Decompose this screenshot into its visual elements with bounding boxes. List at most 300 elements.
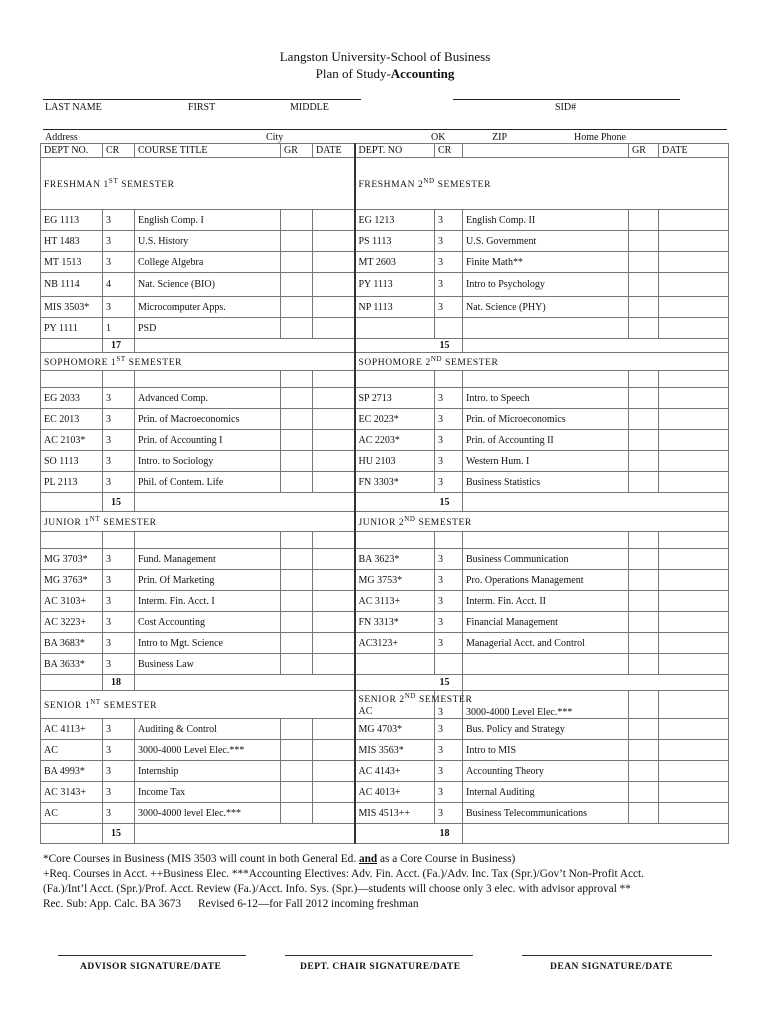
date-cell[interactable] <box>659 761 729 782</box>
total-spacer <box>41 675 103 691</box>
address-label: Address <box>45 132 78 143</box>
course-title: Fund. Management <box>135 549 281 570</box>
total-row <box>41 339 729 353</box>
credit-hours: 3 <box>103 472 135 493</box>
course-title: Interm. Fin. Acct. I <box>135 591 281 612</box>
course-title: Prin. of Accounting I <box>135 430 281 451</box>
credit-hours: 3 <box>435 591 463 612</box>
grade-cell[interactable] <box>281 740 313 761</box>
course-title: Accounting Theory <box>463 761 629 782</box>
credit-hours: 3 <box>103 549 135 570</box>
freshman-left-semester-label-suffix: SEMESTER <box>118 180 175 191</box>
sophomore-right-semester-label-text: SOPHOMORE 2 <box>358 358 431 369</box>
course-title: Income Tax <box>135 782 281 803</box>
form-title-line1: Langston University-School of Business <box>279 49 491 64</box>
freshman-right-semester-label-suffix: SEMESTER <box>434 180 492 191</box>
course-row <box>41 803 729 824</box>
credit-hours: 3 <box>103 451 135 472</box>
grade-cell[interactable] <box>629 612 659 633</box>
grade-cell[interactable] <box>281 591 313 612</box>
course-title: Prin. of Macroeconomics <box>135 409 281 430</box>
course-row <box>41 318 729 339</box>
note-line-3: (Fa.)/Int’l Acct. (Spr.)/Prof. Acct. Review (Fa.)/Acct. Info. Sys. (Spr.)—students will choose only 3 elec. with advisor approval ** <box>43 883 631 895</box>
freshman-right-semester-label-text: FRESHMAN 2 <box>358 180 424 191</box>
grade-cell[interactable] <box>281 472 313 493</box>
dept-no: PS 1113 <box>355 231 435 252</box>
course-row <box>41 472 729 493</box>
total-credits: 18 <box>355 824 463 844</box>
dept-no: AC 3143+ <box>41 782 103 803</box>
freshman-right-semester-label-sup: ND <box>423 176 435 185</box>
grade-cell[interactable] <box>629 654 659 675</box>
col-gr: GR <box>281 144 313 158</box>
date-cell[interactable] <box>313 803 355 824</box>
total-credits: 17 <box>103 339 135 353</box>
dept-no: FN 3313* <box>355 612 435 633</box>
junior-right-semester-label-text: JUNIOR 2 <box>358 518 405 529</box>
junior-left-semester-label-sup: NT <box>89 514 101 523</box>
date-cell[interactable] <box>659 591 729 612</box>
date-cell[interactable] <box>313 719 355 740</box>
sophomore-left-semester-label <box>41 353 355 371</box>
sid-line[interactable] <box>453 99 680 100</box>
first-name-label: FIRST <box>188 102 216 113</box>
course-row <box>41 297 729 318</box>
course-title: Intro to Psychology <box>463 273 629 297</box>
blank-cell[interactable] <box>659 371 729 388</box>
course-title: Business Communication <box>463 549 629 570</box>
blank-cell[interactable] <box>435 371 463 388</box>
dept-no: MG 3763* <box>41 570 103 591</box>
junior-right-semester-label <box>355 512 729 532</box>
date-cell[interactable] <box>313 782 355 803</box>
grade-cell[interactable] <box>281 654 313 675</box>
city-label: City <box>266 132 284 143</box>
blank-cell[interactable] <box>41 371 103 388</box>
credit-hours: 3 <box>103 591 135 612</box>
grade-cell[interactable] <box>281 549 313 570</box>
grade-cell[interactable] <box>281 297 313 318</box>
grade-cell[interactable] <box>629 591 659 612</box>
course-row <box>41 761 729 782</box>
total-credits: 15 <box>103 824 135 844</box>
dept-no: BA 3683* <box>41 633 103 654</box>
course-plan-table <box>40 143 729 844</box>
col-date-right: DATE <box>659 144 729 158</box>
senior-left-semester-label-suffix: SEMESTER <box>100 701 158 712</box>
total-spacer <box>135 493 355 512</box>
date-cell[interactable] <box>659 472 729 493</box>
date-cell[interactable] <box>659 252 729 273</box>
semester-header-row <box>41 691 729 719</box>
course-title: 3000-4000 Level Elec.*** <box>463 691 629 719</box>
course-row <box>41 273 729 297</box>
dept-no: NP 1113 <box>355 297 435 318</box>
title-prefix: Plan of Study- <box>315 66 391 81</box>
col-dept-no: DEPT NO. <box>41 144 103 158</box>
credit-hours: 3 <box>103 570 135 591</box>
dept-no: AC <box>41 803 103 824</box>
col-dept-no-right: DEPT. NO <box>355 144 435 158</box>
course-title: Business Telecommunications <box>463 803 629 824</box>
credit-hours: 3 <box>435 761 463 782</box>
dept-no: PL 2113 <box>41 472 103 493</box>
note-line-2: +Req. Courses in Acct. ++Business Elec. ***Accounting Electives: Adv. Fin. Acct. (Fa.)/Adv. Inc. Tax (Spr.)/Gov’t Non-Profit Acct. <box>43 868 644 880</box>
dept-no: AC 3223+ <box>41 612 103 633</box>
col-cr-right: CR <box>435 144 463 158</box>
credit-hours: 3 <box>103 654 135 675</box>
credit-hours: 3 <box>103 231 135 252</box>
date-cell[interactable] <box>659 388 729 409</box>
course-row <box>41 451 729 472</box>
date-cell[interactable] <box>313 210 355 231</box>
credit-hours: 3 <box>435 297 463 318</box>
blank-cell[interactable] <box>313 371 355 388</box>
grade-cell[interactable] <box>281 782 313 803</box>
grade-cell[interactable] <box>281 273 313 297</box>
credit-hours: 3 <box>103 761 135 782</box>
junior-left-semester-label-text: JUNIOR 1 <box>44 518 90 529</box>
dean-signature-line[interactable] <box>522 955 712 956</box>
course-title: Microcomputer Apps. <box>135 297 281 318</box>
note-line-4: Rec. Sub: App. Calc. BA 3673 Revised 6-12—for Fall 2012 incoming freshman <box>43 898 419 910</box>
sophomore-left-semester-label-suffix: SEMESTER <box>125 358 183 369</box>
chair-signature-line[interactable] <box>285 955 473 956</box>
grade-cell[interactable] <box>281 388 313 409</box>
credit-hours: 3 <box>435 388 463 409</box>
date-cell[interactable] <box>659 297 729 318</box>
blank-cell[interactable] <box>355 371 435 388</box>
course-title: Managerial Acct. and Control <box>463 633 629 654</box>
grade-cell[interactable] <box>281 803 313 824</box>
course-title: U.S. Government <box>463 231 629 252</box>
course-title: Internship <box>135 761 281 782</box>
course-row <box>41 549 729 570</box>
dean-signature-label: DEAN SIGNATURE/DATE <box>550 962 673 972</box>
grade-cell[interactable] <box>281 318 313 339</box>
date-cell[interactable] <box>313 430 355 451</box>
junior-right-semester-label-sup: ND <box>404 514 416 523</box>
date-cell[interactable] <box>313 549 355 570</box>
dept-no: NB 1114 <box>41 273 103 297</box>
grade-cell[interactable] <box>629 719 659 740</box>
course-row <box>41 231 729 252</box>
grade-cell[interactable] <box>281 231 313 252</box>
blank-cell[interactable] <box>313 532 355 549</box>
date-cell[interactable] <box>659 782 729 803</box>
course-row <box>41 782 729 803</box>
course-title: Finite Math** <box>463 252 629 273</box>
grade-cell[interactable] <box>629 451 659 472</box>
total-credits: 15 <box>103 493 135 512</box>
junior-right-semester-label-suffix: SEMESTER <box>415 518 472 529</box>
grade-cell[interactable] <box>629 252 659 273</box>
date-cell[interactable] <box>659 451 729 472</box>
blank-cell[interactable] <box>463 371 629 388</box>
credit-hours: 3 <box>103 210 135 231</box>
course-title: Business Statistics <box>463 472 629 493</box>
column-header-row <box>41 144 729 158</box>
blank-cell[interactable] <box>659 532 729 549</box>
date-cell[interactable] <box>659 654 729 675</box>
date-cell[interactable] <box>659 273 729 297</box>
senior2-sup: ND <box>404 692 417 701</box>
course-row <box>41 430 729 451</box>
name-line[interactable] <box>43 99 361 100</box>
dept-no: MG 4703* <box>355 719 435 740</box>
dept-no: AC 4143+ <box>355 761 435 782</box>
course-title: English Comp. I <box>135 210 281 231</box>
chair-signature-label: DEPT. CHAIR SIGNATURE/DATE <box>300 962 461 972</box>
credit-hours: 3 <box>103 430 135 451</box>
dept-no: HU 2103 <box>355 451 435 472</box>
date-cell[interactable] <box>659 409 729 430</box>
course-row <box>41 719 729 740</box>
course-title: Western Hum. I <box>463 451 629 472</box>
course-title: 3000-4000 level Elec.*** <box>135 803 281 824</box>
dept-no: FN 3303* <box>355 472 435 493</box>
grade-cell[interactable] <box>629 409 659 430</box>
credit-hours: 3 <box>103 297 135 318</box>
dept-no: AC 4013+ <box>355 782 435 803</box>
senior2-first-dept: AC <box>358 705 373 717</box>
dept-no: AC 2103* <box>41 430 103 451</box>
credit-hours: 3 <box>103 803 135 824</box>
blank-cell[interactable] <box>135 371 281 388</box>
freshman-left-semester-label <box>41 158 355 210</box>
credit-hours: 3 <box>435 430 463 451</box>
blank-cell[interactable] <box>103 532 135 549</box>
date-cell[interactable] <box>659 430 729 451</box>
senior2-text: SENIOR 2 <box>358 695 405 706</box>
date-cell[interactable] <box>313 252 355 273</box>
date-cell[interactable] <box>659 570 729 591</box>
date-cell[interactable] <box>313 451 355 472</box>
blank-cell[interactable] <box>103 371 135 388</box>
dept-no: BA 3633* <box>41 654 103 675</box>
grade-cell[interactable] <box>629 740 659 761</box>
note-1a: *Core Courses in Business (MIS 3503 will count in both General Ed. <box>43 853 359 865</box>
sophomore-right-semester-label-suffix: SEMESTER <box>442 358 499 369</box>
blank-cell[interactable] <box>629 371 659 388</box>
grade-cell[interactable] <box>281 252 313 273</box>
grade-cell[interactable] <box>629 782 659 803</box>
grade-cell[interactable] <box>629 691 659 719</box>
credit-hours: 3 <box>103 782 135 803</box>
notes-block <box>43 852 743 912</box>
grade-cell[interactable] <box>629 231 659 252</box>
date-cell[interactable] <box>313 409 355 430</box>
title-major: Accounting <box>390 66 455 81</box>
grade-cell[interactable] <box>281 409 313 430</box>
sophomore-right-semester-label-sup: ND <box>430 354 443 363</box>
dept-no: EC 2013 <box>41 409 103 430</box>
blank-cell[interactable] <box>281 371 313 388</box>
grade-cell[interactable] <box>629 549 659 570</box>
grade-cell[interactable] <box>629 761 659 782</box>
dept-no <box>355 654 435 675</box>
credit-hours: 3 <box>435 252 463 273</box>
blank-cell[interactable] <box>629 532 659 549</box>
total-spacer <box>463 339 729 353</box>
credit-hours: 3 <box>103 388 135 409</box>
date-cell[interactable] <box>659 231 729 252</box>
date-cell[interactable] <box>659 803 729 824</box>
course-title: Prin. Of Marketing <box>135 570 281 591</box>
credit-hours: 3 <box>103 409 135 430</box>
credit-hours: 3 <box>435 612 463 633</box>
middle-name-label: MIDDLE <box>290 102 329 113</box>
grade-cell[interactable] <box>281 430 313 451</box>
date-cell[interactable] <box>659 691 729 719</box>
course-row <box>41 388 729 409</box>
grade-cell[interactable] <box>281 210 313 231</box>
date-cell[interactable] <box>313 570 355 591</box>
grade-cell[interactable] <box>629 472 659 493</box>
senior-left-semester-label-text: SENIOR 1 <box>44 701 91 712</box>
dept-no: EG 1113 <box>41 210 103 231</box>
grade-cell[interactable] <box>629 388 659 409</box>
date-cell[interactable] <box>313 231 355 252</box>
course-title: Pro. Operations Management <box>463 570 629 591</box>
total-spacer <box>463 824 729 844</box>
course-title: Financial Management <box>463 612 629 633</box>
grade-cell[interactable] <box>629 430 659 451</box>
address-line[interactable] <box>43 129 727 130</box>
date-cell[interactable] <box>313 472 355 493</box>
date-cell[interactable] <box>659 210 729 231</box>
date-cell[interactable] <box>313 318 355 339</box>
total-credits: 15 <box>355 339 463 353</box>
note-1c: as a Core Course in Business) <box>377 853 516 865</box>
total-spacer <box>41 339 103 353</box>
dept-no: AC3123+ <box>355 633 435 654</box>
credit-hours: 3 <box>435 803 463 824</box>
blank-cell[interactable] <box>41 532 103 549</box>
date-cell[interactable] <box>313 388 355 409</box>
senior-left-semester-label <box>41 691 355 719</box>
course-title: English Comp. II <box>463 210 629 231</box>
course-title: PSD <box>135 318 281 339</box>
course-row <box>41 570 729 591</box>
grade-cell[interactable] <box>629 318 659 339</box>
col-title-right <box>463 144 629 158</box>
last-name-label: LAST NAME <box>45 102 102 113</box>
course-title: Nat. Science (BIO) <box>135 273 281 297</box>
credit-hours: 3 <box>435 231 463 252</box>
dept-no: BA 3623* <box>355 549 435 570</box>
date-cell[interactable] <box>659 612 729 633</box>
course-title: Bus. Policy and Strategy <box>463 719 629 740</box>
course-title: College Algebra <box>135 252 281 273</box>
date-cell[interactable] <box>313 273 355 297</box>
date-cell[interactable] <box>659 633 729 654</box>
grade-cell[interactable] <box>281 612 313 633</box>
date-cell[interactable] <box>659 549 729 570</box>
blank-row <box>41 532 729 549</box>
date-cell[interactable] <box>313 633 355 654</box>
grade-cell[interactable] <box>629 210 659 231</box>
grade-cell[interactable] <box>281 570 313 591</box>
grade-cell[interactable] <box>629 570 659 591</box>
credit-hours: 3 <box>435 273 463 297</box>
dept-no: HT 1483 <box>41 231 103 252</box>
grade-cell[interactable] <box>281 761 313 782</box>
grade-cell[interactable] <box>281 719 313 740</box>
date-cell[interactable] <box>313 612 355 633</box>
total-spacer <box>41 493 103 512</box>
note-1b: and <box>358 853 378 865</box>
course-row <box>41 633 729 654</box>
course-title: Intro to Mgt. Science <box>135 633 281 654</box>
credit-hours: 3 <box>435 409 463 430</box>
freshman-left-semester-label-text: FRESHMAN 1 <box>44 180 109 191</box>
grade-cell[interactable] <box>629 803 659 824</box>
blank-cell[interactable] <box>135 532 281 549</box>
date-cell[interactable] <box>659 719 729 740</box>
dept-no: MIS 4513++ <box>355 803 435 824</box>
date-cell[interactable] <box>313 591 355 612</box>
grade-cell[interactable] <box>281 633 313 654</box>
credit-hours: 3 <box>103 252 135 273</box>
dept-no: PY 1113 <box>355 273 435 297</box>
grade-cell[interactable] <box>629 273 659 297</box>
advisor-signature-label: ADVISOR SIGNATURE/DATE <box>80 962 222 972</box>
blank-cell[interactable] <box>355 532 435 549</box>
grade-cell[interactable] <box>629 297 659 318</box>
date-cell[interactable] <box>313 740 355 761</box>
dept-no: EG 1213 <box>355 210 435 231</box>
date-cell[interactable] <box>313 297 355 318</box>
advisor-signature-line[interactable] <box>58 955 246 956</box>
credit-hours: 1 <box>103 318 135 339</box>
junior-left-semester-label-suffix: SEMESTER <box>100 518 157 529</box>
dept-no: MIS 3503* <box>41 297 103 318</box>
dept-no: MIS 3563* <box>355 740 435 761</box>
grade-cell[interactable] <box>629 633 659 654</box>
course-title: Nat. Science (PHY) <box>463 297 629 318</box>
total-spacer <box>135 675 355 691</box>
total-spacer <box>463 493 729 512</box>
dept-no: AC 3113+ <box>355 591 435 612</box>
course-title: Intro. to Sociology <box>135 451 281 472</box>
dept-no: SP 2713 <box>355 388 435 409</box>
dept-no: EG 2033 <box>41 388 103 409</box>
grade-cell[interactable] <box>281 451 313 472</box>
course-title: Cost Accounting <box>135 612 281 633</box>
dept-no: PY 1111 <box>41 318 103 339</box>
date-cell[interactable] <box>313 761 355 782</box>
freshman-left-semester-label-sup: ST <box>108 176 119 185</box>
blank-cell[interactable] <box>463 532 629 549</box>
dept-no: MG 3753* <box>355 570 435 591</box>
course-row <box>41 591 729 612</box>
blank-cell[interactable] <box>281 532 313 549</box>
junior-left-semester-label <box>41 512 355 532</box>
semester-header-row <box>41 512 729 532</box>
sophomore-left-semester-label-text: SOPHOMORE 1 <box>44 358 117 369</box>
date-cell[interactable] <box>659 740 729 761</box>
dept-no: MT 1513 <box>41 252 103 273</box>
blank-row <box>41 371 729 388</box>
zip-label: ZIP <box>492 132 507 143</box>
date-cell[interactable] <box>313 654 355 675</box>
senior-right-semester-label <box>355 691 473 719</box>
blank-cell[interactable] <box>435 532 463 549</box>
date-cell[interactable] <box>659 318 729 339</box>
credit-hours <box>435 318 463 339</box>
sophomore-right-semester-label <box>355 353 729 371</box>
